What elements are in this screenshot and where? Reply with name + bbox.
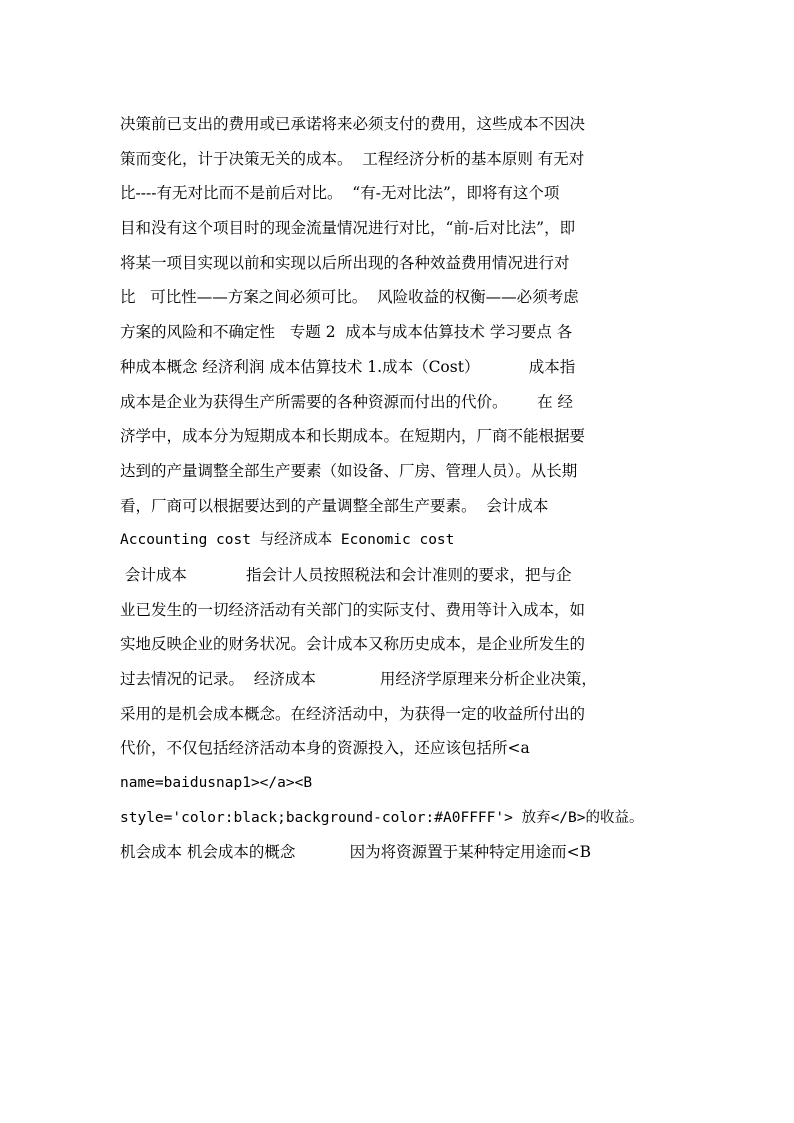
text-line: 决策前已支出的费用或已承诺将来必须支付的费用，这些成本不因决 [120,115,586,133]
text-line: 将某一项目实现以前和实现以后所出现的各种效益费用情况进行对 [120,253,570,272]
text-line: name=baidusnap1></a><B [120,775,313,792]
text-line: 种成本概念 经济利润 成本估算技术 1.成本（Cost） 成本指 [120,357,576,376]
text-line: 方案的风险和不确定性 专题 2 成本与成本估算技术 学习要点 各 [120,323,573,342]
text-line: 比 可比性——方案之间必须可比。 风险收益的权衡——必须考虑 [120,288,579,307]
text-line: 实地反映企业的财务状况。会计成本又称历史成本，是企业所发生的 [120,635,586,654]
document-body [120,107,680,870]
text-line: 目和没有这个项目时的现金流量情况进行对比，“前-后对比法”，即 [120,219,576,238]
text-line: 会计成本 指会计人员按照税法和会计准则的要求，把与企 [120,565,572,584]
text-line: 看，厂商可以根据要达到的产量调整全部生产要素。 会计成本 [120,496,549,515]
text-line: 过去情况的记录。 经济成本 用经济学原理来分析企业决策， [120,670,597,688]
text-line: 达到的产量调整全部生产要素（如设备、厂房、管理人员）。从长期 [120,461,578,480]
text-line: Accounting cost 与经济成本 Economic cost [120,532,455,549]
text-line: 采用的是机会成本概念。在经济活动中，为获得一定的收益所付出的 [120,704,586,723]
text-line: style='color:black;background-color:#A0FFFF'> 放弃</B>的收益。 [120,809,644,826]
text-line: 业已发生的一切经济活动有关部门的实际支付、费用等计入成本，如 [120,600,586,619]
text-line: 机会成本 机会成本的概念 因为将资源置于某种特定用途而<B [120,843,592,862]
text-line: 成本是企业为获得生产所需要的各种资源而付出的代价。 在 经 [120,392,573,411]
text-line: 比----有无对比而不是前后对比。 “有-无对比法”，即将有这个项 [120,184,560,203]
text-line: 代价，不仅包括经济活动本身的资源投入，还应该包括所<a [120,739,530,758]
text-line: 济学中，成本分为短期成本和长期成本。在短期内，厂商不能根据要 [120,427,586,446]
text-line: 策而变化，计于决策无关的成本。 工程经济分析的基本原则 有无对 [120,149,585,168]
